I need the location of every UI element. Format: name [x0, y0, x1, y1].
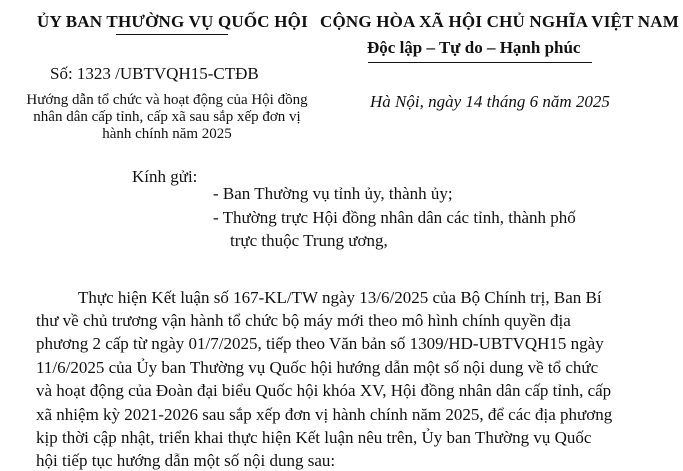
motto-underline	[368, 62, 592, 63]
body-paragraph-line: xã nhiệm kỳ 2021-2026 sau sắp xếp đơn vị hành chính năm 2025, để các địa phương	[36, 405, 613, 424]
recipient-item: - Ban Thường vụ tỉnh ủy, thành ủy;	[213, 184, 453, 203]
body-paragraph-line: kịp thời cập nhật, triển khai thực hiện Kết luận nêu trên, Ủy ban Thường vụ Quốc	[36, 428, 592, 447]
salutation: Kính gửi:	[132, 167, 198, 186]
national-title: CỘNG HÒA XÃ HỘI CHỦ NGHĨA VIỆT NAM	[320, 12, 679, 31]
recipient-item-continuation: trực thuộc Trung ương,	[230, 231, 388, 250]
place-and-date: Hà Nội, ngày 14 tháng 6 năm 2025	[370, 92, 610, 111]
document-number: Số: 1323 /UBTVQH15-CTĐB	[50, 64, 259, 83]
body-paragraph-line: hội tiếp tục hướng dẫn một số nội dung sau:	[36, 451, 336, 470]
national-motto: Độc lập – Tự do – Hạnh phúc	[367, 38, 581, 57]
document-subject: Hướng dẫn tổ chức và hoạt động của Hội đồng nhân dân cấp tỉnh, cấp xã sau sắp xếp đơn vị hành chính năm 2025	[26, 92, 308, 142]
body-paragraph-line: 11/6/2025 của Ủy ban Thường vụ Quốc hội hướng dẫn một số nội dung về tổ chức	[36, 358, 599, 377]
body-paragraph-line: và hoạt động của Đoàn đại biểu Quốc hội khóa XV, Hội đồng nhân dân cấp tỉnh, cấp	[36, 381, 612, 400]
body-paragraph-line: phương 2 cấp từ ngày 01/7/2025, tiếp theo Văn bản số 1309/HD-UBTVQH15 ngày	[36, 334, 604, 353]
issuing-organization: ỦY BAN THƯỜNG VỤ QUỐC HỘI	[37, 12, 308, 31]
organization-underline	[116, 34, 228, 35]
body-paragraph-line: thư về chủ trương vận hành tổ chức bộ máy mới theo mô hình chính quyền địa	[36, 311, 571, 330]
recipient-item: - Thường trực Hội đồng nhân dân các tỉnh, thành phố	[213, 208, 576, 227]
body-paragraph-line: Thực hiện Kết luận số 167-KL/TW ngày 13/6/2025 của Bộ Chính trị, Ban Bí	[78, 288, 602, 307]
